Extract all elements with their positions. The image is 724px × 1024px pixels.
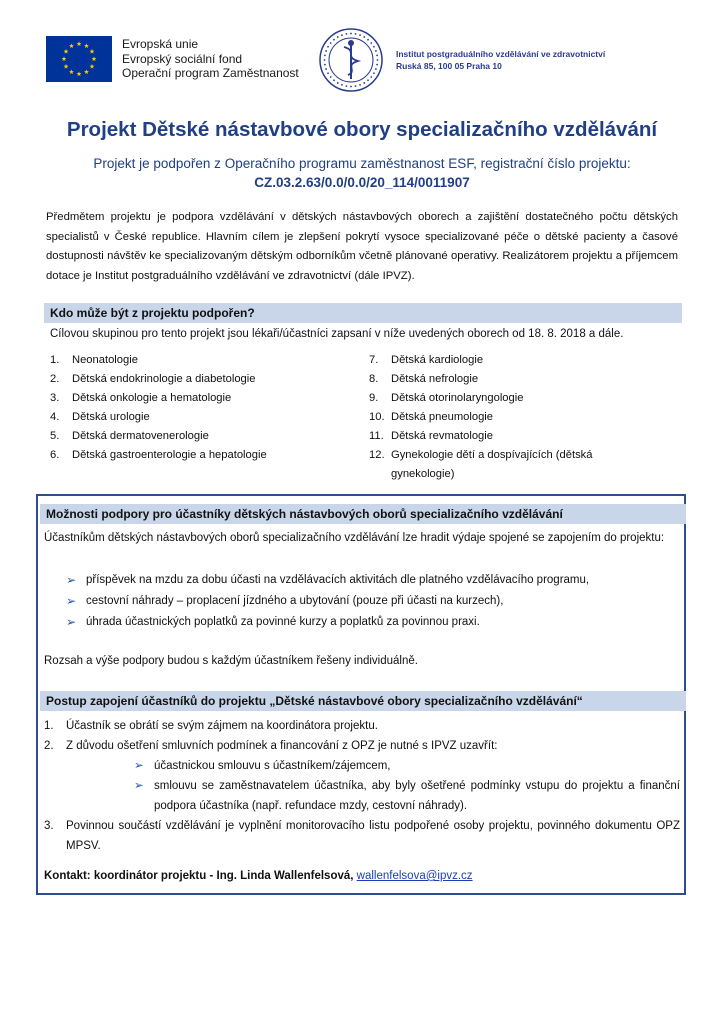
logo-ring-dot xyxy=(327,46,329,48)
logo-ring-dot xyxy=(355,85,357,87)
item-number: 2. xyxy=(50,373,60,385)
list-item xyxy=(50,408,350,427)
bullet-text: úhrada účastnických poplatků za povinné kurzy a poplatků za povinnou praxi. xyxy=(86,616,480,628)
logo-ring-dot xyxy=(327,72,329,74)
arrow-bullet-icon: ➢ xyxy=(66,594,77,608)
step-text: Z důvodu ošetření smluvních podmínek a financování z OPZ je nutné s IPVZ uzavřít: xyxy=(66,740,498,752)
list-item xyxy=(50,370,350,389)
logo-ring-dot xyxy=(373,46,375,48)
item-number: 4. xyxy=(50,411,60,423)
logo-ring-dot xyxy=(324,59,326,61)
subtitle xyxy=(0,154,724,192)
item-number: 6. xyxy=(50,449,60,461)
bullet-text: příspěvek na mzdu za dobu účasti na vzdělávacích aktivitách dle platného vzdělávacího programu, xyxy=(86,574,590,586)
logo-ring-dot xyxy=(350,33,352,35)
bullet-text: cestovní náhrady – proplacení jízdného a ubytování (pouze při účasti na kurzech), xyxy=(86,595,504,607)
contract-bullets xyxy=(66,756,680,816)
logo-ring-dot xyxy=(337,82,339,84)
logo-ring-dot xyxy=(375,68,377,70)
bullet-text: účastnickou smlouvu s účastníkem/zájemcem, xyxy=(154,760,391,772)
list-item xyxy=(369,446,649,484)
list-item xyxy=(369,389,649,408)
item-text: Neonatologie xyxy=(72,354,138,366)
list-item xyxy=(50,446,350,465)
logo-ring-dot xyxy=(363,36,365,38)
item-text: Dětská nefrologie xyxy=(391,373,479,385)
list-item xyxy=(50,427,350,446)
logo-ring-dot xyxy=(363,82,365,84)
bullet-item xyxy=(134,776,680,816)
item-text: Dětská dermatovenerologie xyxy=(72,430,209,442)
item-number: 11. xyxy=(369,430,384,442)
logo-ring-dot xyxy=(346,85,348,87)
list-item xyxy=(369,370,649,389)
item-text: Dětská pneumologie xyxy=(391,411,493,423)
bullet-item xyxy=(66,570,589,591)
item-number: 5. xyxy=(50,430,60,442)
logo-ring-dot xyxy=(377,59,379,61)
item-text: Dětská kardiologie xyxy=(391,354,484,366)
step-number: 2. xyxy=(44,740,54,752)
logo-ring-dot xyxy=(325,68,327,70)
logo-ring-dot xyxy=(367,39,369,41)
item-number: 10. xyxy=(369,411,385,423)
step-text: Povinnou součástí vzdělávání je vyplnění monitorovacího listu podpořené osoby projektu, povinného dokumentu OPZ MPSV. xyxy=(66,820,680,852)
contact-line xyxy=(44,870,473,882)
item-text: Dětská onkologie a hematologie xyxy=(72,392,232,404)
eu-flag-logo xyxy=(46,36,112,82)
item-text: Dětská urologie xyxy=(72,411,150,423)
step-item xyxy=(44,736,680,816)
arrow-bullet-icon: ➢ xyxy=(134,760,144,772)
logo-ring-dot xyxy=(373,72,375,74)
procedure-steps xyxy=(44,716,680,856)
item-number: 1. xyxy=(50,354,60,366)
ipvz-name: Institut postgraduálního vzdělávání ve zdravotnictví xyxy=(396,49,606,59)
bullet-text: smlouvu se zaměstnavatelem účastníka, aby byly ošetřené podmínky vstupu do projektu a finanční podpora účastníka (např. refundace mzdy, cestovní náhrady). xyxy=(154,780,680,812)
logo-ring-dot xyxy=(350,86,352,88)
arrow-bullet-icon: ➢ xyxy=(66,615,77,629)
support-intro: Účastníkům dětských nástavbových oborů specializačního vzdělávání lze hradit výdaje spojené se zapojením do projektu: xyxy=(44,532,665,544)
list-item xyxy=(50,389,350,408)
item-number: 8. xyxy=(369,373,379,385)
ipvz-logo xyxy=(318,27,384,93)
list-item xyxy=(369,427,649,446)
logo-ring-dot xyxy=(330,76,332,78)
logo-ring-dot xyxy=(359,34,361,36)
logo-ring-dot xyxy=(333,79,335,81)
step-number: 1. xyxy=(44,720,54,732)
item-text: Dětská otorinolaryngologie xyxy=(391,392,524,404)
logo-ring-dot xyxy=(330,42,332,44)
registration-number: CZ.03.2.63/0.0/0.0/20_114/0011907 xyxy=(254,175,470,190)
logo-ring-dot xyxy=(359,84,361,86)
step-text: Účastník se obrátí se svým zájmem na koordinátora projektu. xyxy=(66,720,378,732)
step-number: 3. xyxy=(44,820,54,832)
list-item xyxy=(369,351,649,370)
subtitle-line: Projekt je podpořen z Operačního programu zaměstnanost ESF, registrační číslo projektu: xyxy=(93,156,631,171)
target-group-text: Cílovou skupinou pro tento projekt jsou lékaři/účastníci zapsaní v níže uvedených oborech od 18. 8. 2018 a dále. xyxy=(50,328,624,340)
field-list-left xyxy=(50,351,350,465)
logo-ring-dot xyxy=(333,39,335,41)
logo-ring-dot xyxy=(346,33,348,35)
section-heading-procedure: Postup zapojení účastníků do projektu „Dětské nástavbové obory specializačního vzdělávání“ xyxy=(40,691,686,711)
logo-ring-dot xyxy=(367,79,369,81)
logo-ring-dot xyxy=(341,84,343,86)
logo-ring-dot xyxy=(376,64,378,66)
support-outro: Rozsah a výše podpory budou s každým účastníkem řešeny individuálně. xyxy=(44,655,418,667)
section-heading-eligibility: Kdo může být z projektu podpořen? xyxy=(44,303,682,323)
logo-ring-dot xyxy=(376,55,378,57)
item-text: Dětská revmatologie xyxy=(391,430,493,442)
field-list-right xyxy=(369,351,649,484)
logo-ring-dot xyxy=(324,64,326,66)
contact-label: Kontakt: koordinátor projektu - Ing. Linda Wallenfelsová, xyxy=(44,870,354,882)
arrow-bullet-icon: ➢ xyxy=(134,780,144,792)
arrow-bullet-icon: ➢ xyxy=(66,573,77,587)
item-number: 9. xyxy=(369,392,379,404)
eu-line: Operační program Zaměstnanost xyxy=(122,66,299,80)
list-item xyxy=(50,351,350,370)
support-bullets xyxy=(66,570,589,633)
item-number: 3. xyxy=(50,392,60,404)
step-item xyxy=(44,716,680,736)
ipvz-address xyxy=(396,48,605,72)
contact-email-link[interactable]: wallenfelsova@ipvz.cz xyxy=(356,870,473,882)
ipvz-street: Ruská 85, 100 05 Praha 10 xyxy=(396,61,502,71)
item-number: 12. xyxy=(369,449,385,461)
logo-ring-dot xyxy=(337,36,339,38)
step-item xyxy=(44,816,680,856)
logo-ring-dot xyxy=(341,34,343,36)
logo-ring-dot xyxy=(355,33,357,35)
item-text: Dětská gastroenterologie a hepatologie xyxy=(72,449,267,461)
item-text: Gynekologie dětí a dospívajících (dětská gynekologie) xyxy=(391,449,593,480)
page-title: Projekt Dětské nástavbové obory specializačního vzdělávání xyxy=(66,118,658,141)
bullet-item xyxy=(66,591,589,612)
logo-ring-dot xyxy=(370,76,372,78)
list-item xyxy=(369,408,649,427)
item-number: 7. xyxy=(369,354,379,366)
logo-ring-dot xyxy=(375,50,377,52)
item-text: Dětská endokrinologie a diabetologie xyxy=(72,373,256,385)
eu-line: Evropský sociální fond xyxy=(122,51,243,66)
logo-ring-dot xyxy=(325,50,327,52)
eu-line: Evropská unie xyxy=(122,37,199,51)
logo-ring-dot xyxy=(324,55,326,57)
bullet-item xyxy=(134,756,680,776)
intro-paragraph: Předmětem projektu je podpora vzdělávání v dětských nástavbových oborech a zajištění dostatečného počtu dětských specialistů v České republice. Hlavním cílem je zlepšení pokrytí vysoce specializované péče o dětské pacienty a časové dostupnosti návštěv ke specializovaným dětským odborníkům včetně plánované operativy. Realizátorem projektu a příjemcem dotace je Institut postgraduálního vzdělávání ve zdravotnictví (dále IPVZ). xyxy=(46,211,678,282)
section-heading-support: Možnosti podpory pro účastníky dětských nástavbových oborů specializačního vzdělávání xyxy=(40,504,686,524)
eu-program-text xyxy=(122,37,299,81)
logo-ring-dot xyxy=(370,42,372,44)
bullet-item xyxy=(66,612,589,633)
